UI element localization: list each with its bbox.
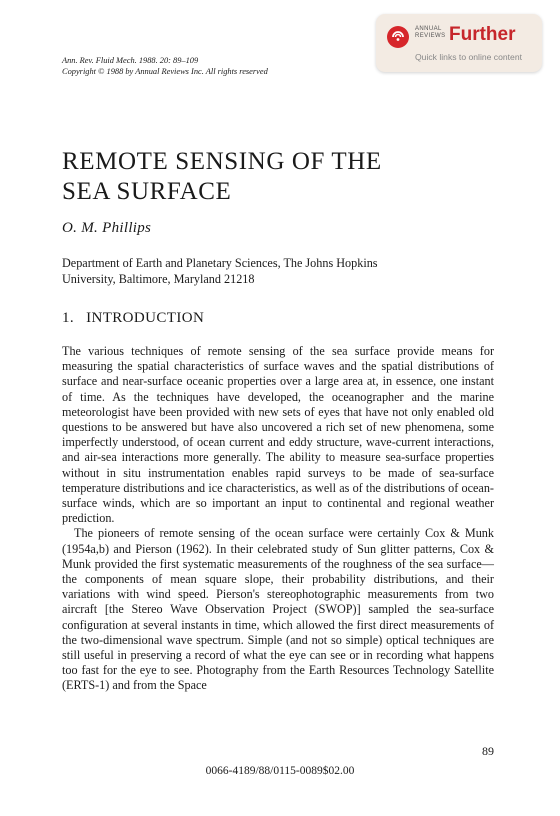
body-text: [62, 344, 494, 694]
section-title: INTRODUCTION: [86, 310, 205, 326]
author-affiliation: [62, 255, 482, 287]
paragraph-2: The pioneers of remote sensing of the ocean surface were certainly Cox & Munk (1954a,b) and Pierson (1962). In their celebrated study of Sun glitter patterns, Cox & Munk provided the first systematic measurements of the roughness of the sea surface—the components of mean square slope, their probability distributions, and their variations with wind speed. Pierson's stereophotographic measurements from two aircraft [the Stereo Wave Observation Project (SWOP)] sampled the sea-surface configuration at several instants in time, which allowed the first direct measurements of the two-dimensional wave spectrum. Simple (and not so simple) optical techniques are still useful in preserving a record of what the eye can see or in recording what happens too fast for the eye to see. Photography from the Earth Resources Technology Satellite (ERTS-1) and from the Space: [62, 526, 494, 693]
badge-annual-reviews: [415, 26, 445, 40]
affiliation-line-2: University, Baltimore, Maryland 21218: [62, 272, 255, 286]
journal-header: [62, 55, 268, 77]
paragraph-1: The various techniques of remote sensing of the sea surface provide means for measuring the spatial characteristics of surface waves and the spatial distributions of surface and near-surface oceanic properties over a large area at, in essence, one instant of time. As the techniques have developed, the oceanographer and the marine meteorologist have been provided with new sets of eyes that have not only enabled old questions to be answered but have also uncovered a rich set of new phenomena, some imperfectly understood, of ocean current and eddy structure, wave-current interactions, and air-sea interactions more generally. The ability to measure sea-surface properties without in situ instrumentation enables rapid surveys to be made of sea-surface temperature distributions and ice characteristics, as well as of the distributions of ocean-surface winds, which are so important an input to continental and regional weather prediction.: [62, 344, 494, 526]
article-title: [62, 147, 482, 207]
badge-further-text: Further: [449, 24, 516, 45]
further-links-badge[interactable]: [376, 14, 542, 72]
badge-reviews-text: REVIEWS: [415, 33, 446, 39]
title-line-1: REMOTE SENSING OF THE: [62, 148, 382, 175]
copyright-line: Copyright © 1988 by Annual Reviews Inc. All rights reserved: [62, 67, 268, 76]
journal-citation: Ann. Rev. Fluid Mech. 1988. 20: 89–109: [62, 56, 199, 65]
affiliation-line-1: Department of Earth and Planetary Sciences, The Johns Hopkins: [62, 256, 378, 270]
author-name: O. M. Phillips: [62, 220, 152, 236]
section-heading: [62, 310, 204, 327]
title-line-2: SEA SURFACE: [62, 178, 232, 205]
page-number: 89: [482, 744, 494, 758]
annual-reviews-logo-icon: [387, 26, 409, 48]
article-code: 0066-4189/88/0115-0089$02.00: [205, 765, 355, 777]
section-number: 1.: [62, 310, 75, 326]
badge-subtitle: Quick links to online content: [415, 52, 523, 62]
badge-annual-text: ANNUAL: [415, 26, 442, 32]
